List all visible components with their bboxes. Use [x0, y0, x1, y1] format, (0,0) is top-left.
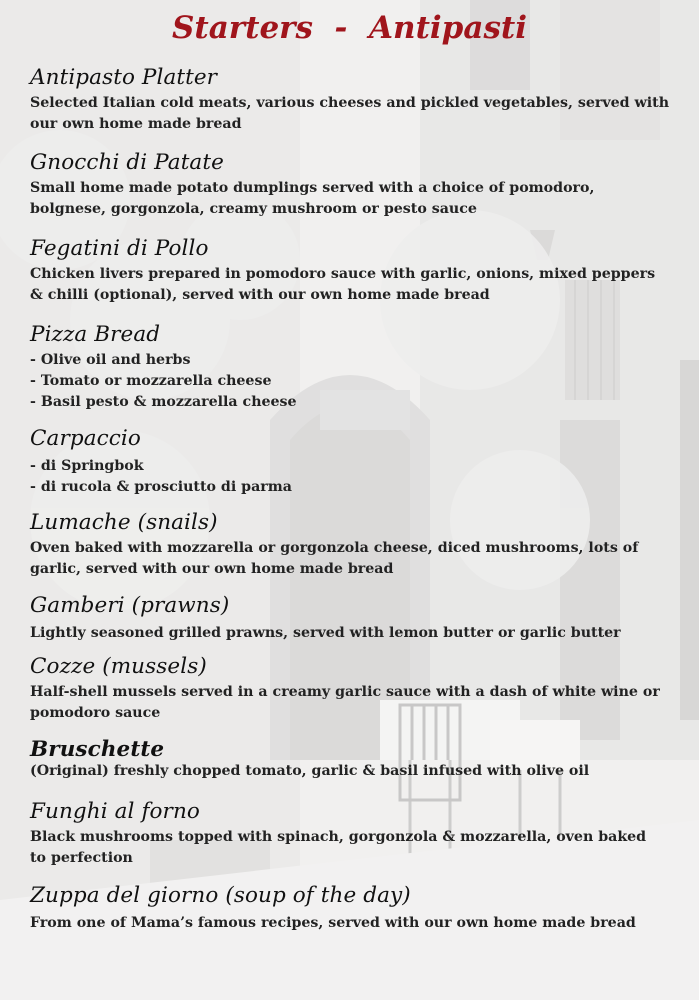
dish-name: Antipasto Platter: [30, 65, 218, 90]
dish-description: [30, 456, 677, 498]
description-line: From one of Mama’s famous recipes, served with our own home made bread: [30, 915, 636, 931]
menu-item: [30, 149, 677, 220]
menu-item: [30, 798, 677, 869]
description-line: garlic, served with our own home made bread: [30, 561, 394, 577]
description-line: - Tomato or mozzarella cheese: [30, 373, 272, 389]
description-line: - Basil pesto & mozzarella cheese: [30, 394, 297, 410]
description-line: - Olive oil and herbs: [30, 352, 191, 368]
dish-name: Gnocchi di Patate: [30, 150, 224, 175]
dish-name: Bruschette: [30, 737, 165, 762]
dish-description: [30, 264, 677, 306]
description-line: (Original) freshly chopped tomato, garlic & basil infused with olive oil: [30, 763, 590, 779]
menu-item: [30, 509, 677, 580]
menu-item: [30, 736, 677, 782]
description-line: pomodoro sauce: [30, 705, 161, 721]
menu-item: [30, 592, 677, 644]
menu-item: [30, 882, 677, 934]
page-title: Starters - Antipasti: [172, 10, 527, 46]
dish-description: [30, 538, 677, 580]
dish-name: Pizza Bread: [30, 322, 161, 347]
dish-description: [30, 178, 677, 220]
menu-item: [30, 64, 677, 135]
description-line: Oven baked with mozzarella or gorgonzola cheese, diced mushrooms, lots of: [30, 540, 639, 556]
menu-item: [30, 653, 677, 724]
dish-name: Lumache (snails): [30, 510, 218, 535]
description-line: Black mushrooms topped with spinach, gorgonzola & mozzarella, oven baked: [30, 829, 647, 845]
dish-description: [30, 827, 677, 869]
description-line: to perfection: [30, 850, 133, 866]
description-line: - di Springbok: [30, 458, 144, 474]
menu-item: [30, 235, 677, 306]
dish-name: Zuppa del giorno (soup of the day): [30, 883, 411, 908]
dish-description: [30, 623, 677, 644]
description-line: our own home made bread: [30, 116, 242, 132]
description-line: - di rucola & prosciutto di parma: [30, 479, 292, 495]
description-line: Lightly seasoned grilled prawns, served with lemon butter or garlic butter: [30, 625, 621, 641]
description-line: Selected Italian cold meats, various cheeses and pickled vegetables, served with: [30, 95, 670, 111]
dish-name: Funghi al forno: [30, 799, 200, 824]
dish-name: Fegatini di Pollo: [30, 236, 209, 261]
description-line: Small home made potato dumplings served with a choice of pomodoro,: [30, 180, 595, 196]
menu-item: [30, 321, 677, 413]
dish-description: [30, 913, 677, 934]
description-line: bolgnese, gorgonzola, creamy mushroom or pesto sauce: [30, 201, 477, 217]
menu-item: [30, 425, 677, 498]
description-line: Chicken livers prepared in pomodoro sauce with garlic, onions, mixed peppers: [30, 266, 656, 282]
dish-name: Carpaccio: [30, 426, 141, 451]
dish-name: Cozze (mussels): [30, 654, 207, 679]
description-line: & chilli (optional), served with our own home made bread: [30, 287, 490, 303]
dish-description: [30, 761, 677, 782]
description-line: Half-shell mussels served in a creamy garlic sauce with a dash of white wine or: [30, 684, 660, 700]
dish-name: Gamberi (prawns): [30, 593, 230, 618]
dish-description: [30, 350, 677, 413]
dish-description: [30, 93, 677, 135]
dish-description: [30, 682, 677, 724]
